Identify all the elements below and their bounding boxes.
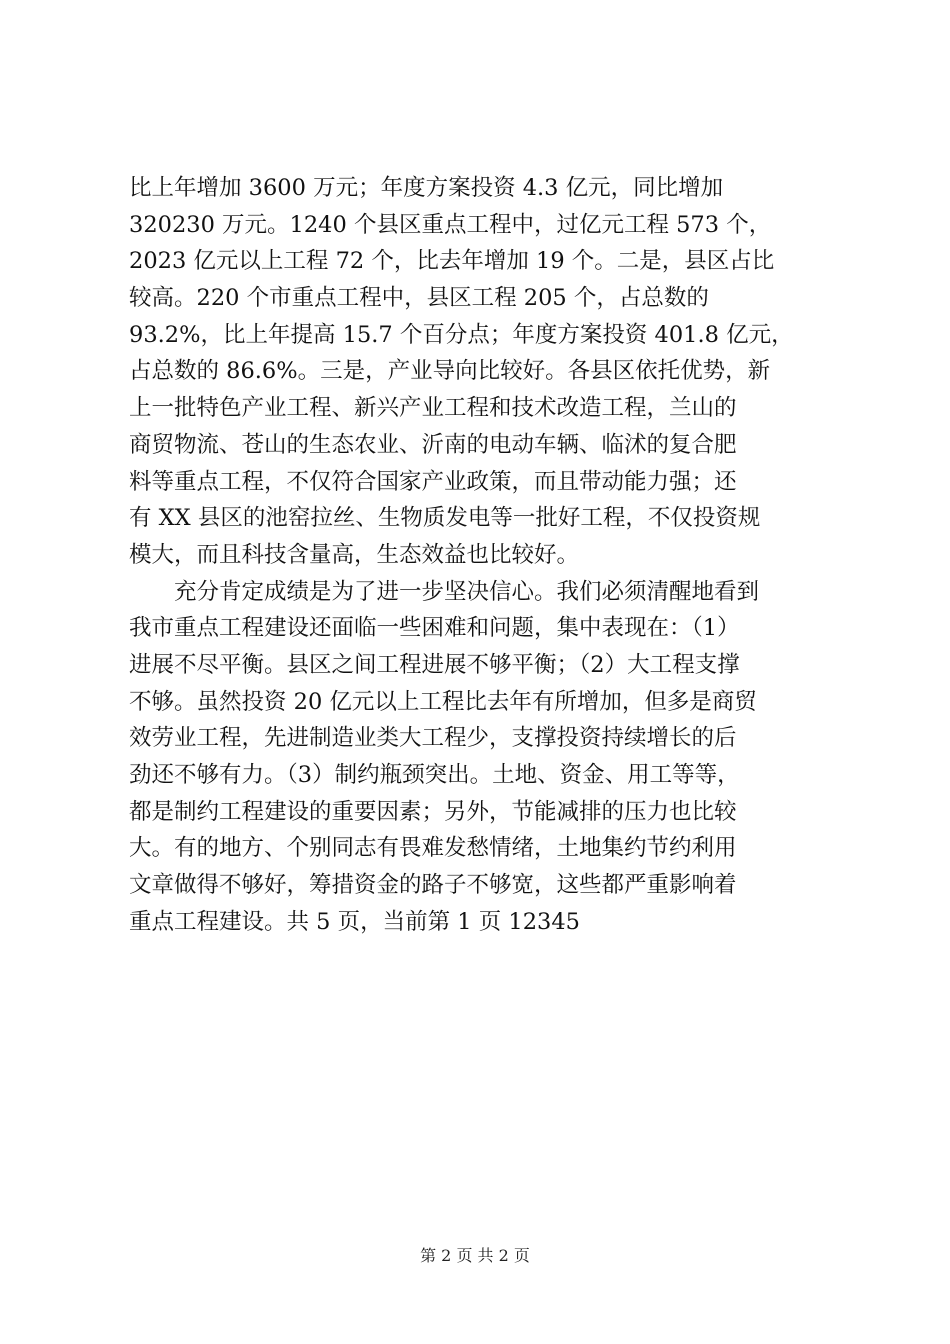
text-line: 320230 万元。1240 个县区重点工程中，过亿元工程 573 个， bbox=[129, 211, 772, 238]
page-footer: 第 2 页 共 2 页 bbox=[420, 1246, 530, 1265]
text-line: 文章做得不够好，筹措资金的路子不够宽，这些都严重影响着 bbox=[129, 872, 737, 899]
text-line: 充分肯定成绩是为了进一步坚决信心。我们必须清醒地看到 bbox=[129, 578, 760, 605]
text-line: 料等重点工程，不仅符合国家产业政策，而且带动能力强；还 bbox=[129, 468, 737, 495]
text-line: 模大，而且科技含量高，生态效益也比较好。 bbox=[129, 541, 580, 568]
text-line: 商贸物流、苍山的生态农业、沂南的电动车辆、临沭的复合肥 bbox=[129, 431, 737, 458]
text-line: 我市重点工程建设还面临一些困难和问题，集中表现在：（1） bbox=[129, 615, 740, 642]
text-line: 效劳业工程，先进制造业类大工程少，支撑投资持续增长的后 bbox=[129, 725, 737, 752]
text-line: 进展不尽平衡。县区之间工程进展不够平衡；（2）大工程支撑 bbox=[129, 651, 740, 678]
body-text bbox=[129, 170, 829, 940]
text-line: 93.2%，比上年提高 15.7 个百分点；年度方案投资 401.8 亿元， bbox=[129, 321, 794, 348]
text-line: 有 XX 县区的池窑拉丝、生物质发电等一批好工程，不仅投资规 bbox=[129, 505, 761, 532]
text-line: 重点工程建设。共 5 页，当前第 1 页 12345 bbox=[129, 908, 580, 935]
text-line: 不够。虽然投资 20 亿元以上工程比去年有所增加，但多是商贸 bbox=[129, 688, 757, 715]
text-line: 2023 亿元以上工程 72 个，比去年增加 19 个。二是，县区占比 bbox=[129, 248, 775, 275]
text-line: 大。有的地方、个别同志有畏难发愁情绪，土地集约节约利用 bbox=[129, 835, 737, 862]
text-line: 较高。220 个市重点工程中，县区工程 205 个，占总数的 bbox=[129, 285, 709, 312]
text-line: 占总数的 86.6%。三是，产业导向比较好。各县区依托优势，新 bbox=[129, 358, 771, 385]
text-line: 上一批特色产业工程、新兴产业工程和技术改造工程，兰山的 bbox=[129, 395, 737, 422]
text-line: 比上年增加 3600 万元；年度方案投资 4.3 亿元，同比增加 bbox=[129, 175, 724, 201]
text-line: 都是制约工程建设的重要因素；另外，节能减排的压力也比较 bbox=[129, 798, 737, 825]
text-line: 劲还不够有力。（3）制约瓶颈突出。土地、资金、用工等等， bbox=[129, 762, 740, 788]
